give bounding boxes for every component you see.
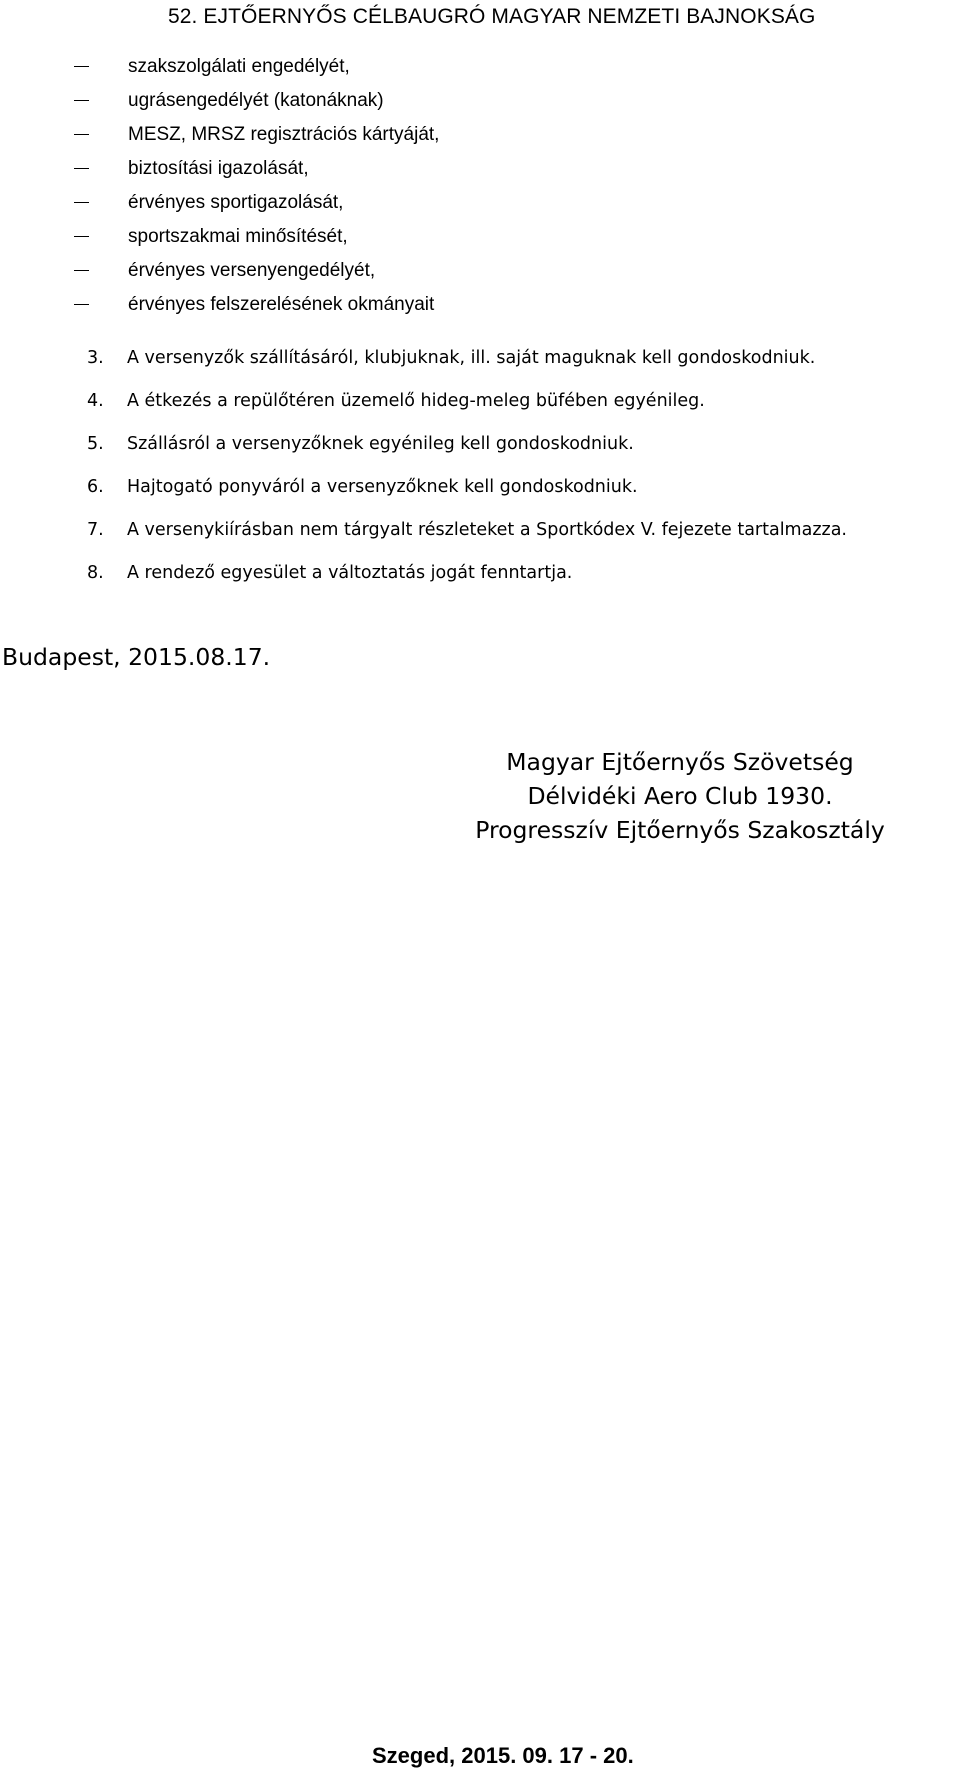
item-text: A versenykiírásban nem tárgyalt részleteket a Sportkódex V. fejezete tartalmazza. (127, 519, 847, 540)
numbered-item (0, 551, 847, 594)
list-item-text: érvényes sportigazolását, (128, 192, 344, 213)
list-item-text: ugrásengedélyét (katonáknak) (128, 90, 384, 111)
item-text: A versenyzők szállításáról, klubjuknak, ill. saját maguknak kell gondoskodniuk. (127, 347, 816, 368)
item-number: 8. (87, 562, 104, 583)
list-item-text: biztosítási igazolását, (128, 158, 309, 179)
dash-bullet-icon (74, 236, 128, 238)
list-item (0, 84, 439, 118)
list-item-text: sportszakmai minősítését, (128, 226, 348, 247)
numbered-item (0, 336, 847, 379)
item-number: 3. (87, 347, 104, 368)
item-number: 5. (87, 433, 104, 454)
item-text: A rendező egyesület a változtatás jogát fenntartja. (127, 562, 573, 583)
dash-bullet-icon (74, 168, 128, 170)
item-number: 4. (87, 390, 104, 411)
numbered-item (0, 379, 847, 422)
signature-line-club: Délvidéki Aero Club 1930. (527, 782, 833, 810)
list-item-text: szakszolgálati engedélyét, (128, 56, 350, 77)
item-number: 6. (87, 476, 104, 497)
list-item (0, 152, 439, 186)
item-text: A étkezés a repülőtéren üzemelő hideg-meleg büfében egyénileg. (127, 390, 705, 411)
list-item (0, 118, 439, 152)
list-item-text: érvényes felszerelésének okmányait (128, 294, 435, 315)
footer-location-date: Szeged, 2015. 09. 17 - 20. (372, 1743, 634, 1768)
list-item (0, 50, 439, 84)
place-date: Budapest, 2015.08.17. (2, 643, 271, 671)
numbered-item (0, 465, 847, 508)
signature-block (440, 745, 920, 847)
numbered-item (0, 422, 847, 465)
dash-bullet-icon (74, 134, 128, 136)
page-title: 52. EJTŐERNYŐS CÉLBAUGRÓ MAGYAR NEMZETI BAJNOKSÁG (168, 5, 816, 28)
signature-line-federation: Magyar Ejtőernyős Szövetség (506, 748, 854, 776)
list-item (0, 254, 439, 288)
dash-bullet-icon (74, 100, 128, 102)
dash-bullet-icon (74, 270, 128, 272)
item-text: Hajtogató ponyváról a versenyzőknek kell gondoskodniuk. (127, 476, 638, 497)
dash-bullet-icon (74, 66, 128, 68)
numbered-item (0, 508, 847, 551)
list-item-text: MESZ, MRSZ regisztrációs kártyáját, (128, 124, 440, 145)
list-item-text: érvényes versenyengedélyét, (128, 260, 376, 281)
list-item (0, 220, 439, 254)
signature-line-section: Progresszív Ejtőernyős Szakosztály (475, 816, 885, 844)
list-item (0, 186, 439, 220)
numbered-list (0, 336, 847, 594)
dash-bullet-icon (74, 202, 128, 204)
item-text: Szállásról a versenyzőknek egyénileg kell gondoskodniuk. (127, 433, 634, 454)
documents-list (0, 50, 439, 322)
dash-bullet-icon (74, 304, 128, 306)
list-item (0, 288, 439, 322)
item-number: 7. (87, 519, 104, 540)
